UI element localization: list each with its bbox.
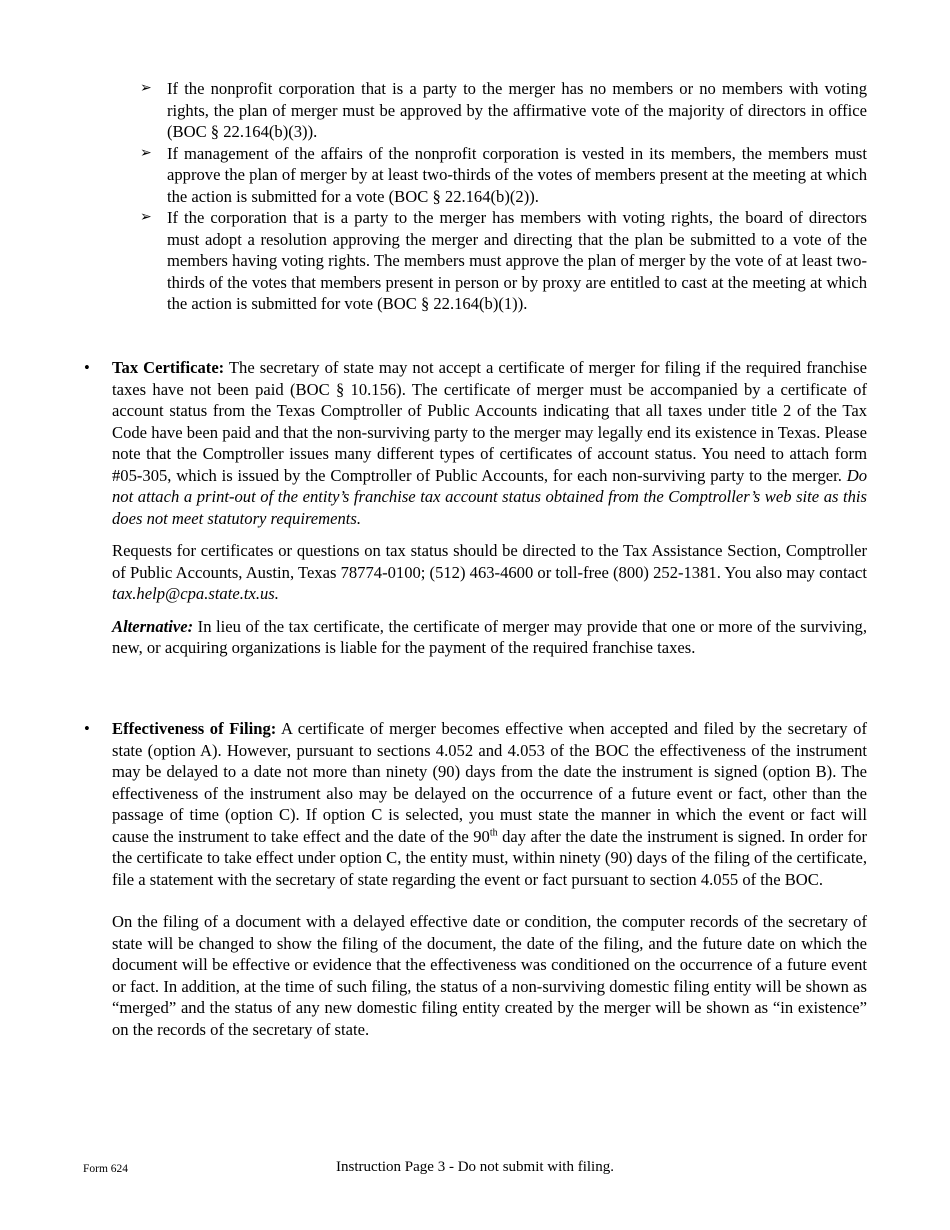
tax-certificate-text: The secretary of state may not accept a certificate of merger for filing if the required franchise taxes have not been paid (BOC § 10.156). The certificate of merger must be accompanied by a certificate of account status from the Texas Comptroller of Public Accounts indicating that all taxes under title 2 of the Tax Code have been paid and that the non-surviving party to the merger may legally end its existence in Texas. Please note that the Comptroller issues many different types of certificates of account status. You need to attach form #05-305, which is issued by the Comptroller of Public Accounts, for each non-surviving party to the merger. <box>112 358 868 485</box>
bullet-icon: • <box>84 358 90 377</box>
page-footer: Instruction Page 3 - Do not submit with filing. <box>336 1159 614 1175</box>
arrow-bullet-icon: ➢ <box>140 145 152 161</box>
effectiveness-paragraph <box>112 718 867 890</box>
arrow-bullet-icon: ➢ <box>140 210 152 225</box>
tax-certificate-paragraph <box>112 357 867 529</box>
merger-approval-list <box>140 78 867 315</box>
tax-requests-paragraph <box>112 540 867 605</box>
form-number: Form 624 <box>83 1163 129 1175</box>
tax-certificate-section <box>84 357 867 659</box>
tax-requests-text: Requests for certificates or questions on tax status should be directed to the Tax Assistance Section, Comptroller of Public Accounts, Austin, Texas 78774-0100; (512) 463-4600 or toll-free (800) 252-1381. You also may contact <box>112 541 867 582</box>
effectiveness-heading: Effectiveness of Filing: <box>112 719 277 738</box>
rule-text: If the nonprofit corporation that is a party to the merger has no members or no members with voting rights, the plan of merger must be approved by the affirmative vote of the majority of directors in office (BOC § 22.164(b)(3)). <box>167 79 867 141</box>
merger-rule-voting-members <box>140 207 867 315</box>
rule-text: If management of the affairs of the nonprofit corporation is vested in its members, the members must approve the plan of merger by at least two-thirds of the votes of members present at the meeting at which the action is submitted for a vote (BOC § 22.164(b)(2)). <box>167 143 867 206</box>
ordinal-suffix: th <box>489 826 498 838</box>
delayed-filing-paragraph: On the filing of a document with a delayed effective date or condition, the computer records of the secretary of state will be changed to show the filing of the document, the date of the filing, and the future date on which the document will be effective or evidence that the effectiveness was conditioned on the occurrence of a future event or fact. In addition, at the time of such filing, the status of a non-surviving domestic filing entity will be shown as “merged” and the status of any new domestic filing entity created by the merger will be shown as “in existence” on the records of the secretary of state. <box>112 912 867 1039</box>
merger-rule-management-vested <box>140 143 867 208</box>
tax-email-link[interactable]: tax.help@cpa.state.tx.us. <box>112 584 279 603</box>
arrow-bullet-icon: ➢ <box>140 81 152 96</box>
tax-alternative-paragraph <box>112 616 867 659</box>
merger-rule-no-members <box>140 78 867 143</box>
tax-certificate-heading: Tax Certificate: <box>112 358 225 377</box>
effectiveness-text-b: day after the date the instrument is signed. In order for the certificate to take effect under option C, the entity must, within ninety (90) days of the filing of the certificate, file a statement with the secretary of state regarding the event or fact pursuant to section 4.055 of the BOC. <box>112 826 867 889</box>
effectiveness-section <box>84 718 867 1040</box>
alternative-text: In lieu of the tax certificate, the certificate of merger may provide that one or more of the surviving, new, or acquiring organizations is liable for the payment of the required franchise taxes. <box>112 616 867 657</box>
effectiveness-text-a: A certificate of merger becomes effective when accepted and filed by the secretary of state (option A). However, pursuant to sections 4.052 and 4.053 of the BOC the effectiveness of the instrument may be delayed to a date not more than ninety (90) days from the date the instrument is signed (option B). The effectiveness of the instrument also may be delayed on the occurrence of a future event or fact, other than the passage of time (option C). If option C is selected, you must state the manner in which the event or fact will cause the instrument to take effect and the date of the 90 <box>112 719 868 846</box>
rule-text: If the corporation that is a party to the merger has members with voting rights, the board of directors must adopt a resolution approving the merger and directing that the plan be submitted to a vote of the members having voting rights. The members must approve the plan of merger by the vote of at least two-thirds of the votes that members present in person or by proxy are entitled to cast at the meeting at which the action is submitted for vote (BOC § 22.164(b)(1)). <box>167 208 867 313</box>
tax-italic-note: Do not attach a print-out of the entity’s franchise tax account status obtained from the Comptroller’s web site as this does not meet statutory requirements. <box>112 465 867 528</box>
alternative-heading: Alternative: <box>112 616 194 636</box>
bullet-icon: • <box>84 719 90 738</box>
